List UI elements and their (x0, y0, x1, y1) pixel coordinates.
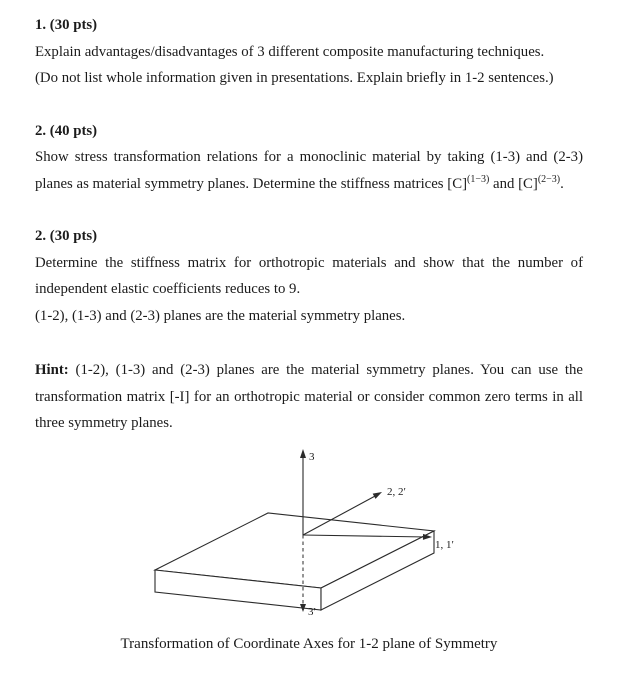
hint-label: Hint: (35, 362, 69, 378)
question-1-text-line-2: (Do not list whole information given in presentations. Explain briefly in 1-2 sentences.) (35, 70, 554, 86)
question-2-heading: 2. (40 pts) (35, 122, 98, 139)
hint-section (35, 357, 583, 437)
question-2-section (35, 118, 583, 198)
axis-2-label: 2, 2′ (387, 485, 406, 498)
question-2-text-main: Show stress transformation relations for a monoclinic material by taking (1-3) and (2-3) planes as material symmetry planes. Determine the stiffness matrices (35, 149, 583, 192)
question-3-heading: 2. (30 pts) (35, 228, 98, 244)
axis-1-label: 1, 1′ (435, 538, 454, 551)
question-3-section (35, 223, 583, 329)
axis-3-prime-label: 3′ (308, 605, 316, 618)
stiffness-matrix-superscript-1: (1−3) (467, 173, 490, 185)
stiffness-matrix-superscript-2: (2−3) (537, 173, 561, 185)
question-3-planes-note: (1-2), (1-3) and (2-3) planes are the material symmetry planes. (35, 307, 406, 324)
hint-text: (1-2), (1-3) and (2-3) planes are the material symmetry planes. You can use the transformation matrix [-I] for an orthotropic material or consider common zero terms in all three symmetry planes. (35, 362, 583, 431)
coordinate-axes-figure (35, 445, 583, 658)
question-1-heading: 1. (30 pts) (35, 17, 98, 33)
figure-caption: Transformation of Coordinate Axes for 1-2 plane of Symmetry (120, 635, 498, 652)
question-1-section (35, 12, 583, 92)
stiffness-matrix-symbol-1: [C] (447, 175, 468, 192)
question-2-text (35, 144, 583, 197)
axis-3-arrowhead-icon (300, 449, 306, 458)
coordinate-axes-diagram (0, 445, 617, 627)
question-2-text-and: and (489, 175, 519, 192)
question-1-text-line-1: Explain advantages/disadvantages of 3 different composite manufacturing techniques. (35, 43, 545, 60)
question-3-text: Determine the stiffness matrix for orthotropic materials and show that the number of independent elastic coefficients reduces to 9. (35, 254, 583, 297)
question-2-text-period: . (560, 175, 564, 192)
hint-paragraph (35, 357, 583, 437)
axis-3-label: 3 (309, 450, 315, 463)
stiffness-matrix-symbol-2: [C] (518, 175, 538, 192)
axis-2-arrowhead-icon (373, 489, 384, 499)
